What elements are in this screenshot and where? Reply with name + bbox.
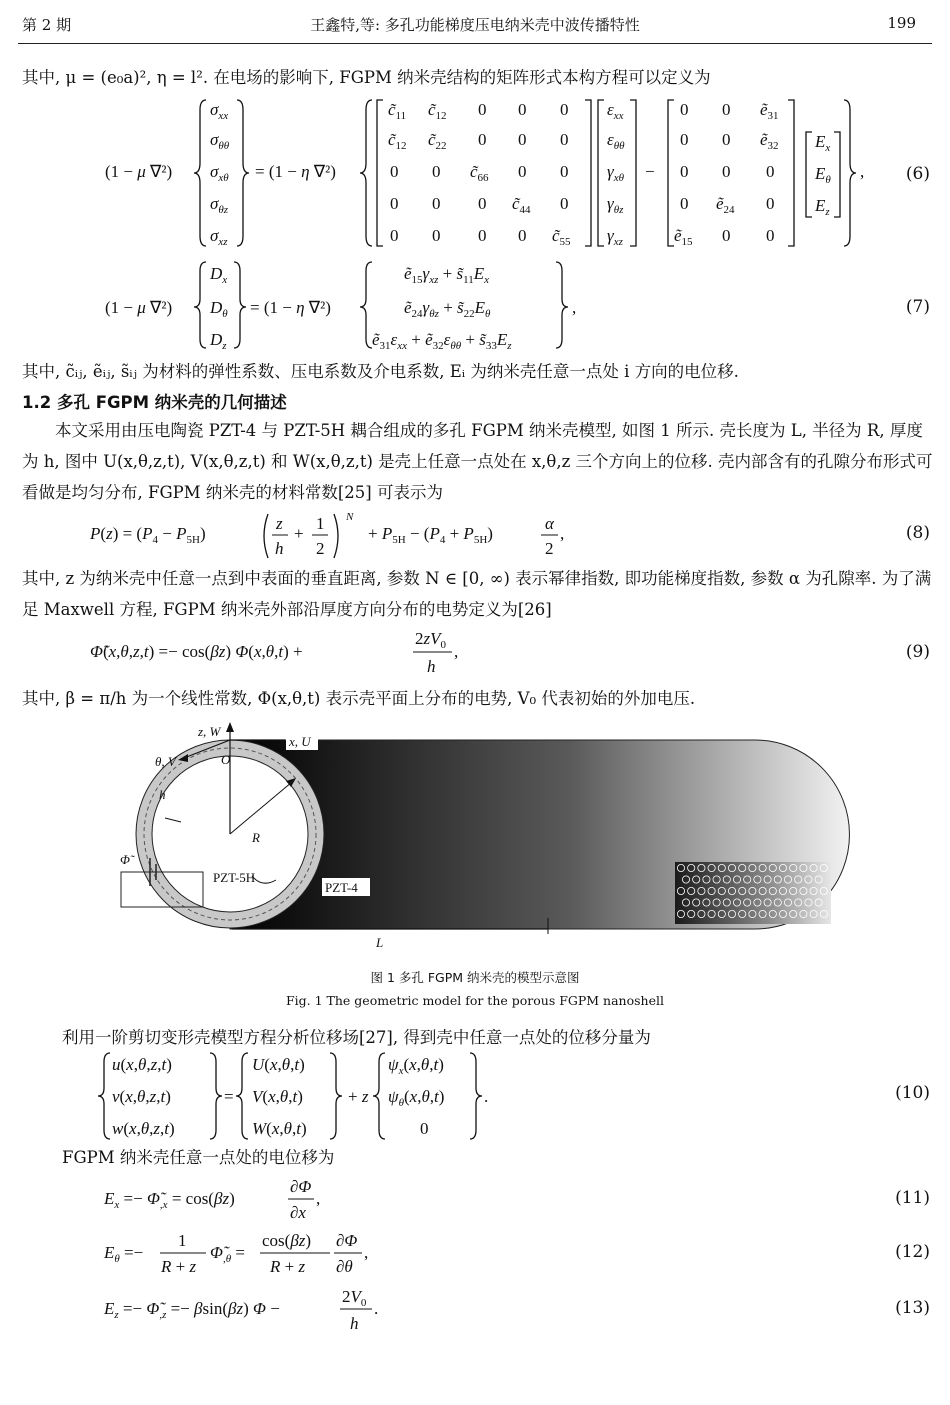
svg-text:ẽ24: ẽ$_{24}$ [716, 194, 735, 216]
svg-text:= (1 − η ∇²): = (1 − η ∇²) [255, 162, 336, 181]
svg-text:0: 0 [518, 162, 527, 181]
equation-11 [0, 1172, 950, 1224]
svg-text:0: 0 [518, 130, 527, 149]
svg-text:ψθ(x,θ,t): $\psi_\theta(x,\theta,t)$ [388, 1087, 445, 1109]
svg-text:Dθ: $D_\theta$ [210, 298, 228, 320]
svg-text:γxz: $\gamma_{xz}$ [607, 226, 623, 248]
svg-text:0: 0 [766, 194, 775, 213]
svg-text:2V0: $2V_0$ [342, 1287, 367, 1309]
header-rule [18, 43, 932, 44]
svg-text:σxx: $\sigma_{xx}$ [210, 100, 229, 122]
svg-text:ẽ31: ẽ$_{31}$ [760, 100, 779, 122]
svg-text:w(x,θ,z,t): w(x,θ,z,t) [112, 1119, 175, 1138]
label-z-w: z, W [198, 724, 221, 739]
equation-13 [0, 1282, 950, 1336]
svg-text:ẽ15: ẽ$_{15}$ [674, 226, 693, 248]
svg-text:ẽ15γxz + s̃11Ex: $ẽ_{15}\gamma_{xz}$ + $s̃_{11}E_x$ [404, 264, 490, 286]
svg-text:c̃66: $c̃_{66}$ [470, 162, 489, 184]
label-pzt4: PZT-4 [325, 880, 358, 895]
issue-label: 第 2 期 [22, 16, 72, 34]
label-h: h [159, 787, 166, 802]
equation-number-8: (8) [905, 523, 930, 543]
svg-text:.: . [374, 1299, 379, 1318]
svg-text:0: 0 [560, 162, 569, 181]
svg-text:,: , [316, 1189, 321, 1208]
section-heading: 1.2 多孔 FGPM 纳米壳的几何描述 [22, 393, 287, 412]
svg-text:εxx: $\varepsilon_{xx}$ [607, 100, 624, 122]
svg-text:R + z: R + z [161, 1257, 197, 1276]
figure-1 [0, 718, 950, 954]
svg-text:0: 0 [478, 100, 487, 119]
svg-text:σxz: $\sigma_{xz}$ [210, 226, 228, 248]
svg-text:Ex: $E_x$ [815, 132, 831, 154]
svg-text:ẽ24γθz + s̃22Eθ: $ẽ_{24}\gamma_{\theta z}$ + $s̃_{22}E_\theta$ [404, 298, 491, 320]
svg-text:R + z: R + z [270, 1257, 306, 1276]
svg-text:0: 0 [722, 226, 731, 245]
paragraph-1: 其中, μ = (e₀a)², η = l². 在电场的影响下, FGPM 纳米壳结构的矩阵形式本构方程可以定义为 [22, 68, 711, 87]
svg-text:−: − [645, 162, 655, 181]
svg-text:Dx: $D_x$ [210, 264, 228, 286]
svg-text:0: 0 [478, 226, 487, 245]
equation-6 [0, 95, 950, 255]
svg-text:U(x,θ,t): U(x,θ,t) [252, 1055, 305, 1074]
porous-sample [675, 862, 831, 924]
paragraph-3: 本文采用由压电陶瓷 PZT-4 与 PZT-5H 耦合组成的多孔 FGPM 纳米壳模型, 如图 1 所示. 壳长度为 L, 半径为 R, 厚度为 h, 图中 U(x,θ,z,t), V(x,θ,z,t) 和 W(x,θ,z,t) 是壳上任意一点处在 x,θ,z 三个方向上的位移. 壳内部含有的孔隙分布形式可看做是均匀分布, FGPM 纳米壳的材料常数[25] 可表示为 [22, 421, 933, 502]
label-theta-v: θ, V [155, 754, 176, 769]
svg-text:= (1 − η ∇²): = (1 − η ∇²) [250, 298, 331, 317]
equation-number-9: (9) [905, 642, 930, 662]
svg-text:0: 0 [390, 194, 399, 213]
svg-text:γθz: $\gamma_{\theta z}$ [607, 194, 624, 216]
svg-text:+ P5H − (P4 + P5H): + $P_{5H} - (P_4 + P_{5H})$ [368, 524, 493, 546]
figure-caption-en: Fig. 1 The geometric model for the porous FGPM nanoshell [286, 993, 664, 1008]
label-origin: O [221, 752, 231, 767]
svg-text:,: , [364, 1243, 369, 1262]
svg-text:σθθ: $\sigma_{\theta\theta}$ [210, 130, 230, 152]
svg-text:∂θ: ∂θ [336, 1257, 353, 1276]
svg-text:Ez: $E_z$ [815, 196, 830, 218]
svg-text:W(x,θ,t): W(x,θ,t) [252, 1119, 307, 1138]
svg-text:c̃55: $c̃_{55}$ [552, 226, 571, 248]
svg-text:c̃12: $c̃_{12}$ [388, 130, 407, 152]
svg-text:1: 1 [178, 1231, 187, 1250]
svg-text:ψx(x,θ,t): $\psi_x(x,\theta,t)$ [388, 1055, 444, 1077]
svg-text:0: 0 [560, 194, 569, 213]
label-x-u: x, U [289, 734, 311, 749]
svg-text:0: 0 [478, 130, 487, 149]
svg-text:0: 0 [560, 100, 569, 119]
svg-text:+ z: + z [348, 1087, 369, 1106]
svg-text:+: + [294, 524, 304, 543]
running-title: 王鑫特,等: 多孔功能梯度压电纳米壳中波传播特性 [310, 16, 640, 34]
svg-text:0: 0 [766, 226, 775, 245]
svg-text:v(x,θ,z,t): v(x,θ,z,t) [112, 1087, 171, 1106]
svg-text:,: , [572, 298, 577, 317]
svg-text:0: 0 [432, 162, 441, 181]
svg-text:z: z [276, 514, 283, 533]
svg-text:ẽ32: ẽ$_{32}$ [760, 130, 779, 152]
label-radius: R [252, 830, 260, 845]
equation-7 [0, 259, 950, 351]
svg-text:1: 1 [316, 514, 325, 533]
svg-text:2zV0: $2zV_0$ [415, 629, 446, 651]
svg-text:ẽ31εxx + ẽ32εθθ + s̃33Ez: $ẽ_{31}\varepsilon_{xx}$ + $ẽ_{32}\varepsilon_{\theta\theta}$ + $s̃_{33}E_z$ [372, 330, 512, 351]
svg-text:2: 2 [545, 539, 554, 558]
svg-text:α: α [545, 514, 554, 533]
svg-text:0: 0 [680, 130, 689, 149]
svg-text:c̃44: $c̃_{44}$ [512, 194, 531, 216]
svg-text:0: 0 [478, 194, 487, 213]
svg-text:0: 0 [390, 162, 399, 181]
equation-number-13: (13) [895, 1298, 930, 1318]
label-potential: Φ̃ [120, 852, 130, 867]
page-number: 199 [887, 14, 916, 32]
svg-text:Dz: $D_z$ [210, 330, 227, 351]
svg-text:0: 0 [680, 100, 689, 119]
svg-text:Eθ =−: $E_\theta$ =− [104, 1243, 144, 1265]
svg-text:P(z) = (P4 − P5H): $P(z) = (P_4 - P_{5H})$ [90, 524, 206, 546]
svg-text:u(x,θ,z,t): u(x,θ,z,t) [112, 1055, 172, 1074]
svg-text:0: 0 [722, 162, 731, 181]
svg-text:0: 0 [722, 100, 731, 119]
svg-text:.: . [484, 1087, 489, 1106]
svg-text:∂Φ: ∂Φ [290, 1177, 312, 1196]
paragraph-4: 其中, z 为纳米壳中任意一点到中表面的垂直距离, 参数 N ∈ [0, ∞) 表示幂律指数, 即功能梯度指数, 参数 α 为孔隙率. 为了满足 Maxwell 方程, FGPM 纳米壳外部沿厚度方向分布的电势定义为[26] [22, 569, 932, 619]
svg-text:2: 2 [316, 539, 325, 558]
svg-text:0: 0 [722, 130, 731, 149]
svg-text:εθθ: $\varepsilon_{\theta\theta}$ [607, 130, 625, 152]
equation-number-6: (6) [905, 164, 930, 184]
svg-text:,: , [454, 642, 459, 661]
svg-text:0: 0 [518, 226, 527, 245]
svg-text:Eθ: $E_\theta$ [815, 164, 831, 186]
equation-10 [0, 1050, 950, 1142]
svg-text:h: h [350, 1314, 359, 1333]
svg-text:0: 0 [766, 162, 775, 181]
svg-text:=: = [224, 1087, 234, 1106]
svg-text:N: N [346, 511, 354, 523]
svg-text:0: 0 [680, 162, 689, 181]
svg-text:cos(βz): cos(βz) [262, 1231, 312, 1250]
svg-text:γxθ: $\gamma_{x\theta}$ [607, 162, 624, 184]
svg-text:∂Φ: ∂Φ [336, 1231, 358, 1250]
svg-text:∂x: ∂x [290, 1203, 306, 1222]
svg-text:Ez =− Φ̃,z =− βsin(βz) Φ −: $E_z$ =− $\Phĩ_,z =- \beta\sin(\beta z) \Phi$ − [104, 1299, 280, 1321]
svg-text:h: h [427, 657, 436, 676]
svg-text:c̃12: $c̃_{12}$ [428, 100, 447, 122]
label-length: L [376, 935, 384, 950]
svg-text:,: , [560, 524, 565, 543]
paragraph-7: FGPM 纳米壳任意一点处的电位移为 [62, 1148, 335, 1167]
equation-number-11: (11) [895, 1188, 930, 1208]
svg-text:σxθ: $\sigma_{x\theta}$ [210, 162, 229, 184]
equation-number-12: (12) [895, 1242, 930, 1262]
svg-text:0: 0 [390, 226, 399, 245]
svg-text:0: 0 [432, 226, 441, 245]
paragraph-6: 利用一阶剪切变形壳模型方程分析位移场[27], 得到壳中任意一点处的位移分量为 [62, 1028, 651, 1047]
equation-8 [0, 506, 950, 566]
equation-number-7: (7) [905, 297, 930, 317]
equation-12 [0, 1226, 950, 1278]
svg-text:0: 0 [680, 194, 689, 213]
svg-text:h: h [275, 539, 284, 558]
svg-text:c̃22: $c̃_{22}$ [428, 130, 447, 152]
svg-text:Ex =− Φ̃,x = cos(βz): $E_x$ =− $\Phĩ_,x = \cos(\beta z)$ [104, 1189, 235, 1211]
svg-text:(1 − μ ∇²): (1 − μ ∇²) [105, 298, 173, 317]
equation-9 [0, 624, 950, 684]
svg-text:σθz: $\sigma_{\theta z}$ [210, 194, 229, 216]
svg-text:0: 0 [518, 100, 527, 119]
svg-text:V(x,θ,t): V(x,θ,t) [252, 1087, 303, 1106]
paragraph-2: 其中, c̃ᵢⱼ, ẽᵢⱼ, s̃ᵢⱼ 为材料的弹性系数、压电系数及介电系数, Eᵢ 为纳米壳任意一点处 i 方向的电位移. [22, 362, 739, 381]
label-pzt5h: PZT-5H [213, 870, 256, 885]
equation-number-10: (10) [895, 1083, 930, 1103]
figure-caption-cn: 图 1 多孔 FGPM 纳米壳的模型示意图 [370, 970, 580, 985]
svg-text:,: , [860, 162, 865, 181]
svg-text:(1 − μ ∇²): (1 − μ ∇²) [105, 162, 173, 181]
svg-text:0: 0 [560, 130, 569, 149]
svg-text:0: 0 [432, 194, 441, 213]
svg-text:Φ̃,θ =: $\Phĩ_,\theta$ = [210, 1243, 245, 1265]
svg-text:0: 0 [420, 1119, 429, 1138]
paragraph-5: 其中, β = π/h 为一个线性常数, Φ(x,θ,t) 表示壳平面上分布的电势, V₀ 代表初始的外加电压. [22, 689, 696, 708]
svg-text:Φ̃(x,θ,z,t) =− cos(βz) Φ(x,θ,t: Φ̃(x,θ,z,t) =− cos(βz) Φ(x,θ,t) + [90, 642, 303, 661]
svg-text:c̃11: $c̃_{11}$ [388, 100, 407, 122]
